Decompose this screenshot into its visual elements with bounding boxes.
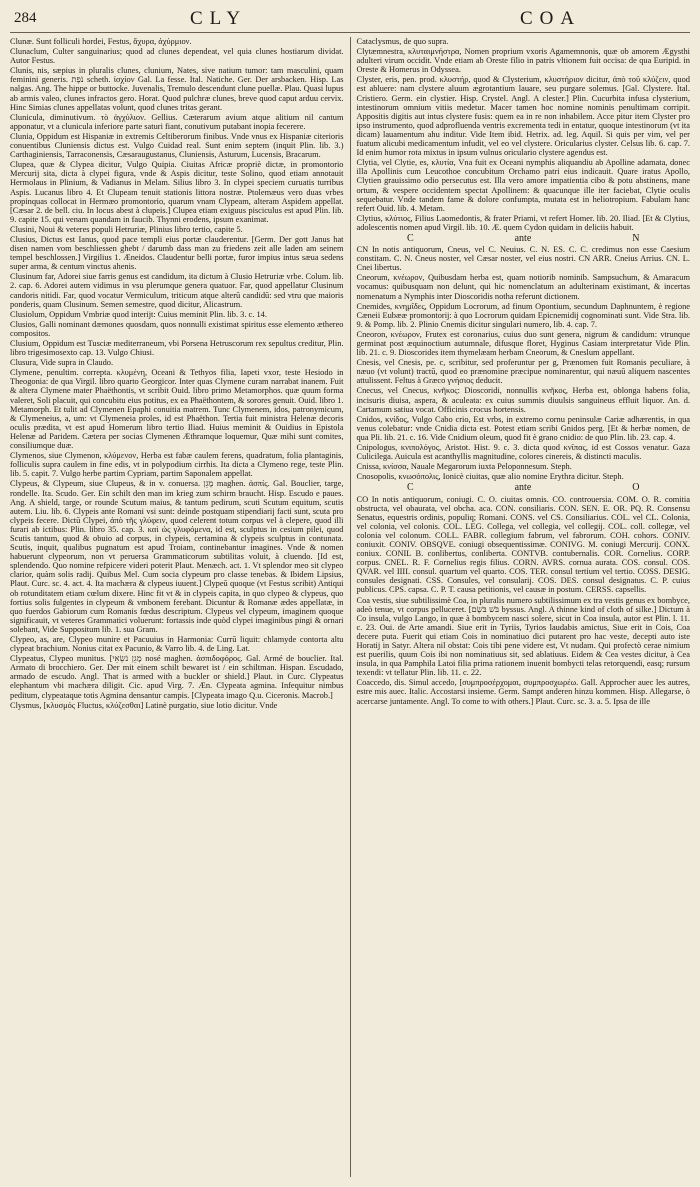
dictionary-entry: Coa vestis, siue subtilissimè Coa, in pluralis numero subtilissimum ex tra vestis genus ex bombyce, adeò tenue, vt corpus pelluceret. [בֹּשׁ בֹּשֶׂם byssus. Angl. A thinne kind of cloth of silke.] Dictum à Co insula, vulgo Lango, in quæ à bombycem nasci solere, sicut in Coa insula, autor est Plin. l. 11. c. 23. Oui. de Arte amandi. Siue erit in Tyriis, Tyrios laudabis amictus, Siue erit in Cois, Coa decere puta. Fuerit qui etiam Cois in nominatiuo dici putarent pro hac veste, decepti auto iste Horatij in Satyr. Altera nil obstat: Cois tibi pene videre est, Vt nudam. Qui profectò cerae nimium est puerilis, quum Cois ibi non nominatiuus sit, sed ablatiuus. Eidem & Cea vestes dicitur, à Cea insula, in qua Pamphila Latoi filia prima rationem inuenit bombycti telas retorquendi, easq; rursum texendi: vt tellatur Plin. lib. 11. c. 22. [356, 595, 690, 678]
letter-section-heading-part: ante [514, 232, 532, 244]
letter-section-heading [356, 234, 690, 243]
page-number: 284 [14, 10, 37, 26]
dictionary-entry: CO In notis antiquorum, coniugi. C. O. ciuitas omnis. CO. controuersia. COM. O. R. comitia obstructa, vel obaurata, vel obcha. aca. CON. consiliaris. CON. SEN. E. OR. PQ. R. Consensu Senatus, equestris ordinis, populiq; Romani. CONS. vel CS. Consiliarius. COL. vel CL. Colonia, vel colonia, vel colonis. COL. LEG. Collega, vel collegia, vel collegij. COL. coll. collegæ, vel colonia vel colonum. COLL. FABR. collegium fabrum, vel fabrorum. COH. cohors. CONIV. coniuxit. CONIV. OBSQVE. coniugi obsequentissimæ. CONIVG. M. coniugi Mercurij. CONX. coniux. CONIL B. conlibertus, conliberta. CONTVB. contubernalis. COR. Cornelius. CORP. corpus. CNEL. R. F. Cornelius regis filius. CORN. AVRS. cornua aurata. COS. consul. COS. QVAR. vel IIII. consul. quartum vel quarto. COS. TER. consul tertium vel tertio. COSS. DESIG. consules designati. CSS. Consules, vel consularij. COS. DES. consul designatus. C. P. cuius publicus. CPS. capsa. C. P. T. causa petitionis, vel causæ in postum. CERSS. capsellis. [356, 494, 690, 595]
column-divider [350, 37, 351, 1177]
letter-section-heading-part: C [406, 232, 414, 244]
dictionary-entry: Clusios, Galli nominant dæmones quosdam, quos nonnulli existimat spiritus esse elemento æthereo compositos. [10, 319, 344, 338]
dictionary-entry: Cnosopolis, κνωσόπολις, Ionicè ciuitas, quæ alio nomine Erythra dicitur. Steph. [356, 472, 624, 482]
dictionary-entry: Clymenos, siue Clymenon, κλύμενον, Herba est fabæ caulem ferens, quadratum, folia plantaginis, folliculis supra caulem in fine edis, vt in polypodium cirrhis. Ita dicta a Clymeno rege, teste Plin. lib. 5. capit. 7. Vulgo herbe partim Cypriam, partim Saponalem appellat. [10, 451, 344, 479]
dictionary-entry: Clunia, Oppidum est Hispaniæ in extremis Celtiberorum finibus. Vnde vnus ex Hispaniæ citerioris conuentibus Cluniensis dictus est. Vulgo Cuidad real. Sunt enim septem (inquit Plin. lib. 3.) Carthaginiensis, Tarraconensis, Cæsaraugustanus, Cluniensis, Asturum, Lucensis, Bracarum. [10, 131, 344, 160]
dictionary-entry: Clusium, Oppidum est Tusciæ mediterraneum, vbi Porsena Hetruscorum rex sepultus creditur, Plin. libro trigesimosexto cap. 13. Vulgo Chiusi. [10, 339, 344, 358]
dictionary-entry: Clunæ. Sunt folliculi hordei, Festus, ἄχυρα, ἀχύρμιον. [10, 37, 192, 46]
dictionary-entry: CN In notis antiquorum, Cneus, vel C. Neuius. C. N. ES. C. C. credimus non esse Caesium constitam. C. N. Cneus noster, vel Cæsar noster, vel eius nostri. CN ARR. Cneius Arrius. CN. L. Cnei libertus. [356, 245, 690, 273]
right-column [356, 37, 690, 1177]
running-headword-right: COA [520, 8, 582, 29]
dictionary-entry: Clymene, penultim. correpta. κλυμένη, Oceani & Tethyos filia, Iapeti vxor, teste Hesiodo in Theogonia: de qua Virgil. libro quarto Georgicor. Inter quas Clymene curam narrabat inanem. Fuit & altera Clymene mater Phaëthontis, vt scribit Ouid. libro primo Metamorphos. quæ quum forma valeret, Soli placuit, qui concubitu eius potitus, ex ea Phaëthontem, & sorores genuit. Ouid. libro 1. Metamorph. Et tulit ad Clymenen Epaphi conuitia matrem. Tunc Clymenem, idos, patronymicum, & Clymeneius, a, um: vt Clymeneia proles, id est Phaëthon. Tertia fuit ministra Helenæ decoris oculis prædita, vt est apud Homerum libro tertio Iliad. Huius meminit & Ouidius in Epistola Helenæ ad Paridem. Cætera per socias Clymenen Æthramque loquemur, Quæ mihi sunt comites, consiliumque duæ. [10, 368, 344, 451]
dictionary-entry: Clyster, eris, pen. prod. κλυστήρ, quod & Clysterium, κλυστήριον dicitur, ἀπὸ τοῦ κλύζειν, quod est abluere: nam clystere aluum ægrotantium lauare, seu purgare solemus. [Gal. Clystere. Ital. Cristiero. Germ. ein clystier. Hisp. Crystel. Angl. A clester.] Plin. Cucurbita infusa clysterium, intestinorum omnium vitiis medetur. Macer tamen hoc nomine nominis penultimam corripit. Appositis digitis aut intus clystere fusis: quem ea in re non inhabilem. Acce pitur item Clyster pro ipso instrumento, quod adprofluenda ventris excrementa tedi in entatur, quoque intestinorum (vt ita dicam) lauamentum ahu inditur. Vide Item ibid. Hetrix. ad. leg. Aquil. Si quis per vim, vel per fuatum alicubi medicamentum infudit, vel eo vel clystere. Oricularius clyster. Celsus lib. 6. cap. 7. Id enim humor rota mixtus in ipsum vulnus oriculario clystere agendus est. [356, 75, 690, 158]
dictionary-entry: Clypeus, & Clypeum, siue Clupeus, & in v. conuersa. מָגֵן maghen. ἀσπίς. Gal. Bouclier, targe, rondelle. Ita. Scudo. Ger. Ein schilt den man im krieg zum schirm braucht. Hisp. Escudo e paues. Ang. A shield, targe, or rounde Scutum maius, & tantum pedirum, scuti Scutum equitum, scutis autem. Liu. lib. 6. Clypeis ante Romani vsi sunt: deinde postquam stipendiarij facti sunt, scuta pro clypeis fecere. Dictū Clypei, ἀπὸ τῆς γλύφειν, quod celerent totum corpus vel à clepere, quod illi furari ab ictibus: Plin. libro 35. cap. 3. καὶ ὡς γλυφόμενα, id est, sculptus in cesium pilei, quod Scutis tantum, quod & obuio ad corpus, in clypeis, certamina & clypeis sculptus in contunata. Scutis, inquit, qualibus pugnatum est apud Troiam, continebantur imagines. Vnde & nomen habuerunt clypeorum, non vt peruersa Grammaticorum subtilitas voluit, à cluendo. [Id est, splendendo. Quo nomine refpicere videri poterit Plaut. Menæch. act. 1. Vt splendor meo sit clypeo clarior, quàm solis radij. Quibus Mel. Cum socia clypeum pro classe tenebas. & Ibidem Lipsius, Plaut. Curc. sc. 4. act. 4. Ita machæra & clypeus iuuent.] Clypeū quoque (vt Festus scribit) Antiqui ob rotunditatem etiam cœlum dixere. Hinc fit vt & in clypeis capita, in quo clypeo & clypeus, quo fortius solis fulgentes in clypeum & vmbonem ferebant. Dicuntur & Romanæ ædes appellatæ, in quo fuerdos Gabiorum cum Romanis fœdus descriptum. Clypeus vel clypeum, imaginem quoque significauit, vt veteres Grammatici voluerunt: fortassis inde quòd clypei imaginibus pingi & ornari solebant, Vide Suppositum lib. 1. sua Gram. [10, 479, 344, 634]
running-header [10, 8, 690, 33]
letter-section-heading-part: ante [514, 482, 532, 494]
dictionary-entry: Clysmus, [κλυσμός Fluctus, κλύζεσθαι] Latinè purgatio, siue lotio dicitur. Vnde [10, 700, 278, 710]
dictionary-entry: Cataclysmus, de quo supra. [356, 37, 449, 46]
left-column [10, 37, 344, 1177]
dictionary-entry: Cnecus, vel Cnecus, κνῆκος: Dioscoridi, nonnullis κνῆκος, Herba est, oblonga habens folia, incisuris diuisa, aspera, & aculeata: ex cuius summis diuulsis sanguineus effluit liquor. An. d. Cartamum satiua vocat. Officinis crocus hortensis. [356, 386, 690, 414]
dictionary-entry: Clypeo, as, are, Clypeo munire et Pacuuius in Harmonia: Currū liquit: chlamyde contorta altu clypeat brachium. Nonius citat ex Pacunio, & Varro lib. 4. de Ling. Lat. [10, 635, 344, 654]
letter-section-heading-part: O [632, 482, 640, 494]
dictionary-entry: Cneoron, κνέωρον, Frutex est coronarius, cuius duo sunt genera, nigrum & candidum: vtrunque germinat post æquinoctium autumnale, difusque floret, Hyginus Casiam interpretatur Vide Plin. lib. 21. c. 9. Dioscorides item thymelæam herbam Cneorum, & Cneslum appellant. [356, 329, 690, 358]
letter-section-heading [356, 483, 690, 492]
running-headword-left: CLY [190, 8, 248, 29]
dictionary-entry: Cnemides, κνημῖδες, Oppidum Locrorum, ad finum Opontium, secundum Daphnuntem, è regione Cæneii Eubææ promontorij: à quo Locrorum quidam Epicnemidij cognominati sunt. Vide Stra. lib. 9. & Pomp. lib. 2. Plinio Cnemis dicitur singulari numero, lib. 4. cap. 7. [356, 301, 690, 329]
dictionary-entry: Coaccedo, dis. Simul accedo, [συμπροσέρχομαι, συμπροσχωρέω. Gall. Approcher auec les autres, estre mis auec. Italic. Accostarsi insieme. Germ. Sampt anderen hinzu kommen. Hisp. Allegarse, ò acercarse juntamente. Angl. To come to with others.] Plaut. Curc. sc. 3. a. 5. Ipsa de ille [356, 678, 690, 706]
dictionary-entry: Clupea, quæ & Clypea dicitur, Vulgo Quipia. Ciuitas Africæ propriè dictæ, in promontorio Mercurij sita, dicta à clypei figura, vnde & Aspis dicitur, teste Solino, quod etiam annotauit Hermolaus in Plinium, & Vadianus in Melam. Silius libro 3. In clypei speciem curuatis turribus Aspis. Lucanus libro 4. Et Clupeam tenuit stationis littora nostræ. Ptolemæus vero duas vrbes propinquas collocat in Hermæo promontorio, quarum vnam Clypeam, alteram Aspidem appellat. [Cæsar 2. de bell. ciu. In locus abest à clupeis.] Clupea etiam exiguus pisciculus est apud Plin. lib. 9. capite 15. qui venam quandam in faucib. Thynni erodens, ipsum exanimat. [10, 160, 344, 224]
dictionary-entry: Clytius, κλύτιος, Filius Laomedontis, & frater Priami, vt refert Homer. lib. 20. Iliad. [Et & Clytius, adolescentis nomen apud Virgil. lib. 10. Æ. quem Cydon quidam in deliciis habuit. [356, 213, 690, 232]
two-column-body [10, 37, 690, 1177]
dictionary-entry: Clunicula, diminutivum. τὸ ἀγχύλιον. Gellius. Cæterarum avium atque alitium nil cantum apponatur, vt a clunicula inferiore parte saturi fiant, conutivum putabant inopia fecerere. [10, 112, 344, 131]
dictionary-entry: Cneorum, κνέωρον, Quibusdam herba est, quam notiorib nominib. Sampsuchum, & Amaracum vocamus: quibusquam non delunt, qui hic nomenclatum an adulterinam existimant, & incertas nomenatum a Nymphis inter Dioscoridis notha referunt dictionem. [356, 273, 690, 301]
dictionary-entry: Clusinum far, Adorei siue farris genus est candidum, ita dictum à Clusio Hetruriæ vrbe. Colum. lib. 2. cap. 6. Adorei autem vidimus in vsu plerumque genera quatuor. Far, quod appellatur Clusinum candoris nitidi. Far, quod vocatur Vermiculum, triticum atque alterū candidū: sed vtru que maioris ponderis, quam Clusinum. Semen semestre, quod dicitur, Alicastrum. [10, 272, 344, 309]
dictionary-entry: Clypeatus, Clypeo munitus. [מָגֵן נֹשְׂאֵי nosé maghen. ἀσπιδοφόρος. Gal. Armé de bouclier. Ital. Armato di brocchiero. Ger. Der mit einem schilt bewaret ist / ein schiltman. Hispan. Escudado, armado de escudo. Angl. That is armed with a buckler or shield.] Plaut. in Curc. Clypeatus elephantum vbi machæra diligit. Cic. apud Virg. 7. Æn. Clypeata agmina. Infequitur nimbus peditum, clypeataque totis Agmina densantur campis. [Clypeata imago Q.u. Ciceronis. Macrob.] [10, 654, 344, 700]
dictionary-entry: Clusiolum, Oppidum Vmbriæ quod interijt: Cuius meminit Plin. lib. 3. c. 14. [10, 309, 267, 319]
dictionary-entry: Clusura, Vide supra in Claudo. [10, 358, 114, 368]
dictionary-entry: Clytia, vel Clytie, es, κλυτία, Vna fuit ex Oceani nymphis aliquandiu ab Apolline adamata, donec illa Apollinis cum Leucothoe concubitum Orchamo patri eius indicauit. Quare iratus Apollo, Clytien grauissimo odio persecutus est. Illa vero amore impatientia cibo & potu abstinens, mane ortum, & vespere occidentem spectat Apollinem: & quacunque ille iter faciebat, Clytie oculis sequebatur. Vnde tandem fame & dolore confumpta, mutata est in heliotropium. Fabulam hanc refert Ouid. lib. 4. Metam. [356, 158, 690, 213]
dictionary-entry: Cnidos, κνίδος, Vulgo Cabo crio, Est vrbs, in extremo cornu peninsulæ Cariæ adhærentis, in qua venus colebatur: vnde Cnidia dicta est. Potest etiam scribi Gnidos perg. [Et & herbæ nomen, de qua Pli. lib. 21. c. 16. Vide Cnidium oleum, quod fit è grano cnidio: de quo Plin. lib. 23. cap. 4. [356, 414, 690, 442]
dictionary-entry: Cnesis, vel Cnesis, pe. c, scribitur, sed proferuntur per g, Prænomen fuit Romanis peculiare, à næuo (vt volunt) tractū, quod eo prænomine præcipue nominarentur, qui næuū aliquem nascentes attulissent. Feltus à Græco γνήσιος deducit. [356, 358, 690, 386]
letter-section-heading-part: C [406, 482, 414, 494]
dictionary-entry: Clunaclum, Culter sanguinarius; quod ad clunes dependeat, vel quia clunes hostiarum dividat. Autor Festus. [10, 47, 344, 66]
dictionary-entry: Clusini, Noui & veteres populi Hetruriæ, Plinius libro tertio, capite 5. [10, 224, 243, 234]
dictionary-entry: Clytæmnestra, κλυταιμνήστρα, Nomen proprium vxoris Agamemnonis, quæ ob amorem Ægysthi adulteri virum occidit. Vnde etiam ab Oreste filio in patris vltionem fuit occisa: de qua Euripid. in Oreste & Homerus in Odyssea. [356, 47, 690, 75]
dictionary-entry: Clusius, Dictus est Ianus, quod pace templi eius portæ clauderentur. [Germ. Der gott Janus hat disen namen vom beschliessen ghebt / darumb dass man zu friedens zeit alle laden am seinem tempel beschlossen.] Virgilius 1. Æneidos. Claudentur belli portæ, furor impius intus sæua sedens super arma, & centum vinctus ahenis. [10, 234, 344, 272]
dictionary-entry: Cnissa, κνίσσα, Nauale Megarorum iuxta Peloponnesum. Steph. [356, 462, 572, 472]
dictionary-entry: Clunis, nis, sæpius in pluralis clunes, clunium, Nates, sive natium tumor: tam masculini, quam feminini generis. נֹפֶת scheth. ἰσχίον Gal. La fesse. Ital. Natiche. Ger. Der arsbacken. Hisp. Las nalgas. Ang. The hippe or buttocke. Juvenalis, Tremulo descendunt clune puellæ. Plau. Quasi lupus ab armis valeo, clunes infractos gero. Horat. Quod pulchræ clunes, breve quod caput arduu cervix. Hinc Simias clunes appellatas volunt, quod clunes tritas gerant. [10, 66, 344, 112]
dictionary-entry: Cnipologus, κνιπολόγος, Aristot. Hist. 9. c. 3. dicta quod κνῖπας, id est Cossos venatur. Gaza Culicilega. Auicula est acanthyllis magnitudine, colores cinereis, & distincti maculis. [356, 443, 690, 462]
letter-section-heading-part: N [632, 232, 640, 244]
